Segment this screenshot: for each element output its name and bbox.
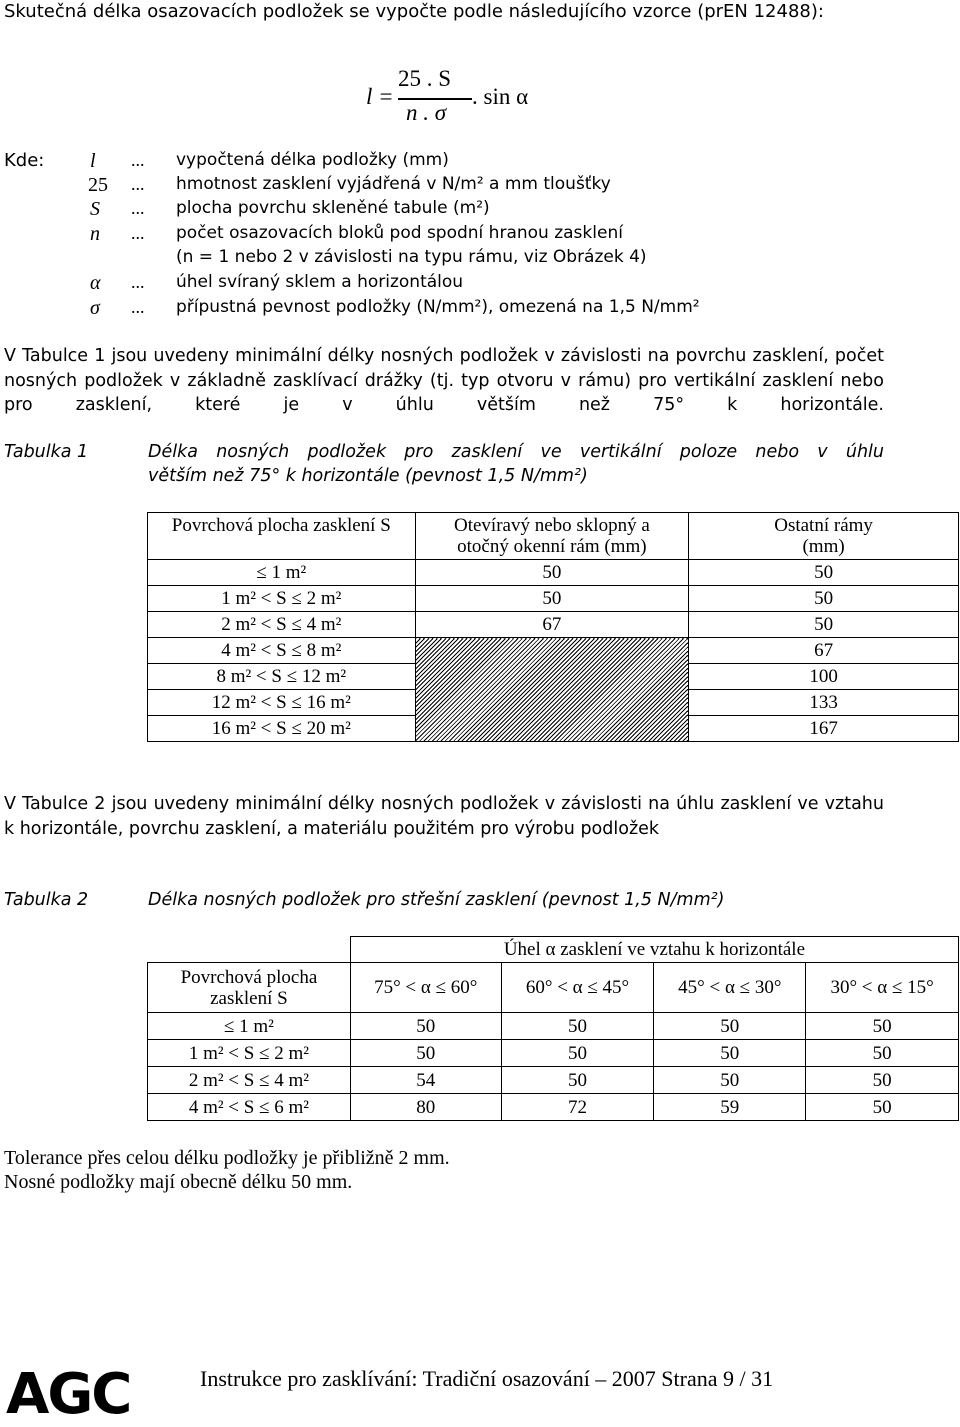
table-header-cell: Povrchová plocha zasklení S bbox=[148, 513, 416, 560]
formula-trail: . sin α bbox=[472, 84, 529, 109]
definition-dots: ... bbox=[131, 223, 145, 243]
definition-text: plocha povrchu skleněné tabule (m²) bbox=[176, 198, 490, 218]
table-cell: 50 bbox=[415, 560, 689, 586]
table-header-cell: Otevíravý nebo sklopný a otočný okenní rám (mm) bbox=[415, 513, 689, 560]
table-cell: 2 m² < S ≤ 4 m² bbox=[148, 1067, 351, 1094]
table-cell: 50 bbox=[654, 1067, 806, 1094]
table-cell: 50 bbox=[806, 1094, 959, 1121]
definitions bbox=[0, 150, 900, 330]
table-row bbox=[148, 638, 959, 664]
table-header-cell: 75° < α ≤ 60° bbox=[350, 963, 501, 1013]
definition-text: počet osazovacích bloků pod spodní hranou zasklení bbox=[176, 223, 623, 243]
table-cell: 50 bbox=[350, 1040, 501, 1067]
table-row bbox=[148, 586, 959, 612]
table-cell: 2 m² < S ≤ 4 m² bbox=[148, 612, 416, 638]
definition-symbol: S bbox=[90, 198, 100, 220]
table1 bbox=[147, 512, 959, 742]
table-header-row bbox=[148, 963, 959, 1013]
table-row bbox=[148, 612, 959, 638]
agc-logo: AGC bbox=[6, 1362, 131, 1427]
definition-symbol: α bbox=[90, 272, 101, 294]
definition-dots: ... bbox=[131, 150, 145, 170]
definition-dots: ... bbox=[131, 174, 145, 194]
definition-symbol: n bbox=[90, 223, 100, 245]
table-cell: ≤ 1 m² bbox=[148, 1013, 351, 1040]
table-header-cell: Ostatní rámy (mm) bbox=[689, 513, 959, 560]
table2 bbox=[147, 936, 959, 1121]
table-cell: 12 m² < S ≤ 16 m² bbox=[148, 690, 416, 716]
table-cell: 50 bbox=[501, 1013, 654, 1040]
table-cell: ≤ 1 m² bbox=[148, 560, 416, 586]
formula-numerator: 25 . S bbox=[398, 66, 452, 91]
table-cell: 4 m² < S ≤ 6 m² bbox=[148, 1094, 351, 1121]
definition-dots: ... bbox=[131, 297, 145, 317]
intro-text: Skutečná délka osazovacích podložek se vypočte podle následujícího vzorce (prEN 12488): bbox=[4, 1, 824, 22]
table-cell: 50 bbox=[806, 1067, 959, 1094]
definition-dots: ... bbox=[131, 198, 145, 218]
table-row bbox=[148, 1094, 959, 1121]
definitions-prefix: Kde: bbox=[4, 150, 45, 171]
table-cell: 50 bbox=[415, 586, 689, 612]
definition-symbol: σ bbox=[90, 297, 100, 319]
table-cell: 50 bbox=[689, 560, 959, 586]
table-cell: 50 bbox=[806, 1040, 959, 1067]
table-cell: 50 bbox=[689, 612, 959, 638]
table-cell: 67 bbox=[689, 638, 959, 664]
formula-denominator: n . σ bbox=[406, 100, 447, 125]
table2-caption: Délka nosných podložek pro střešní zasklení (pevnost 1,5 N/mm²) bbox=[148, 890, 725, 910]
table2-label: Tabulka 2 bbox=[4, 890, 89, 910]
table-row bbox=[148, 1067, 959, 1094]
table-cell: 67 bbox=[415, 612, 689, 638]
table-row bbox=[148, 1040, 959, 1067]
table-cell: 8 m² < S ≤ 12 m² bbox=[148, 664, 416, 690]
table-cell: 50 bbox=[501, 1040, 654, 1067]
table-cell: 59 bbox=[654, 1094, 806, 1121]
table-cell: 50 bbox=[689, 586, 959, 612]
table1-label: Tabulka 1 bbox=[4, 442, 89, 462]
table-cell: 133 bbox=[689, 690, 959, 716]
table-cell: 72 bbox=[501, 1094, 654, 1121]
table-cell: 50 bbox=[654, 1013, 806, 1040]
table1-caption-line2: větším než 75° k horizontále (pevnost 1,5 N/mm²) bbox=[148, 466, 588, 486]
formula bbox=[360, 66, 560, 130]
table-header-cell: 60° < α ≤ 45° bbox=[501, 963, 654, 1013]
definition-text: (n = 1 nebo 2 v závislosti na typu rámu, viz Obrázek 4) bbox=[176, 247, 647, 267]
table-cell: 54 bbox=[350, 1067, 501, 1094]
note-length: Nosné podložky mají obecně délku 50 mm. bbox=[4, 1171, 353, 1193]
table-cell: 80 bbox=[350, 1094, 501, 1121]
table-header-cell: Povrchová plocha zasklení S bbox=[148, 963, 351, 1013]
footer-text: Instrukce pro zasklívání: Tradiční osazování – 2007 Strana 9 / 31 bbox=[200, 1366, 774, 1391]
table-cell: 1 m² < S ≤ 2 m² bbox=[148, 586, 416, 612]
definition-text: přípustná pevnost podložky (N/mm²), omezená na 1,5 N/mm² bbox=[176, 297, 700, 317]
definition-symbol: l bbox=[90, 150, 96, 172]
table-cell: 50 bbox=[806, 1013, 959, 1040]
table-header-row bbox=[148, 513, 959, 560]
paragraph-table2-intro: V Tabulce 2 jsou uvedeny minimální délky nosných podložek v závislosti na úhlu zasklení ve vztahu k horizontále, povrchu zasklení, a materiálu použitém pro výrobu podložek bbox=[4, 794, 884, 839]
table-empty-corner bbox=[148, 937, 351, 963]
table-cell: 16 m² < S ≤ 20 m² bbox=[148, 716, 416, 742]
paragraph-table1-intro: V Tabulce 1 jsou uvedeny minimální délky nosných podložek v závislosti na povrchu zasklení, počet nosných podložek v základně zasklívací drážky (tj. typ otvoru v rámu) pro vertikální zasklení nebo pro zasklení, které je v úhlu větším než 75° k horizontále. bbox=[4, 346, 884, 415]
table-cell: 167 bbox=[689, 716, 959, 742]
definition-symbol: 25 bbox=[88, 174, 108, 196]
table-hatched-cell bbox=[415, 638, 689, 742]
table-header-cell: Úhel α zasklení ve vztahu k horizontále bbox=[350, 937, 958, 963]
note-tolerance: Tolerance přes celou délku podložky je přibližně 2 mm. bbox=[4, 1147, 450, 1169]
table-cell: 4 m² < S ≤ 8 m² bbox=[148, 638, 416, 664]
table-cell: 50 bbox=[654, 1040, 806, 1067]
table-cell: 1 m² < S ≤ 2 m² bbox=[148, 1040, 351, 1067]
formula-lhs: l = bbox=[366, 84, 394, 109]
table-cell: 100 bbox=[689, 664, 959, 690]
table1-caption-line1: Délka nosných podložek pro zasklení ve vertikální poloze nebo v úhlu bbox=[148, 442, 884, 462]
table-header-cell: 45° < α ≤ 30° bbox=[654, 963, 806, 1013]
table-row bbox=[148, 1013, 959, 1040]
definition-text: úhel svíraný sklem a horizontálou bbox=[176, 272, 464, 292]
definition-text: hmotnost zasklení vyjádřená v N/m² a mm tloušťky bbox=[176, 174, 611, 194]
definition-text: vypočtená délka podložky (mm) bbox=[176, 150, 449, 170]
table-row bbox=[148, 560, 959, 586]
definition-dots: ... bbox=[131, 272, 145, 292]
table-header-cell: 30° < α ≤ 15° bbox=[806, 963, 959, 1013]
table-cell: 50 bbox=[350, 1013, 501, 1040]
table-header-row bbox=[148, 937, 959, 963]
table-cell: 50 bbox=[501, 1067, 654, 1094]
